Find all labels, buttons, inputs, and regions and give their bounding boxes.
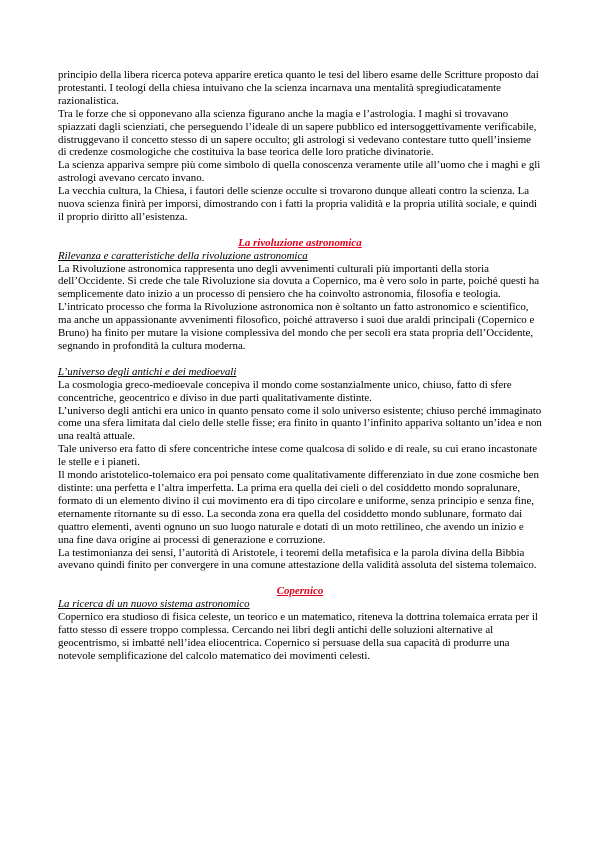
paragraph-universo-4: Il mondo aristotelico-tolemaico era poi pensato come qualitativamente differenziato in due zone cosmiche ben distinte: una perfetta e l’altra imperfetta. La prima era quella dei cieli o del cosiddetto mondo sopralunare, formato di un elemento divino il cui movimento era di tipo circolare e uniforme, senza principio e senza fine, eternamente ritornante su di esso. La seconda zona era quella del cosiddetto mondo sublunare, formato dai quattro elementi, aventi ognuno un suo luogo naturale e dotati di un moto rettilineo, che avendo un inizio e una fine dava origine ai processi di generazione e corruzione. <box>58 469 539 546</box>
paragraph-copernico-1: Copernico era studioso di fisica celeste, un teorico e un matematico, riteneva la dottrina tolemaica errata per il fatto stesso di essere troppo complessa. Cercando nei libri degli antichi delle soluzioni alternative al geocentrismo, si imbatté nell’idea eliocentrica. Copernico si persuase della sua capacità di produrre una notevole semplificazione del calcolo matematico dei movimenti celesti. <box>58 611 538 662</box>
paragraph-universo-5: La testimonianza dei sensi, l’autorità di Aristotele, i teoremi della metafisica e la parola divina della Bibbia avevano quindi finito per convergere in una comune attestazione della validità assoluta del sistema tolemaico. <box>58 546 537 572</box>
document-page <box>58 69 542 663</box>
intro-paragraph-1: principio della libera ricerca poteva apparire eretica quanto le tesi del libero esame delle Scritture proposto dai protestanti. I teologi della chiesa intuivano che la scienza incarnava una mentalità spregiudicatamente razionalistica. <box>58 69 539 107</box>
subheading-universo: L’universo degli antichi e dei medioevali <box>58 365 237 378</box>
paragraph-rilevanza-1: La Rivoluzione astronomica rappresenta uno degli avvenimenti culturali più importanti della storia dell’Occidente. Si crede che tale Rivoluzione sia dovuta a Copernico, ma è vero solo in parte, poiché questi ha semplicemente dato inizio a un processo di pensiero che ha coinvolto astronomia, filosofia e teologia. <box>58 262 540 301</box>
spacer <box>58 224 542 237</box>
subheading-ricerca: La ricerca di un nuovo sistema astronomico <box>58 598 250 611</box>
subheading-rilevanza: Rilevanza e caratteristiche della rivoluzione astronomica <box>58 249 308 262</box>
paragraph-universo-3: Tale universo era fatto di sfere concentriche intese come qualcosa di solido e di reale, su cui erano incastonate le stelle e i pianeti. <box>58 443 538 469</box>
section-title-copernico: Copernico <box>276 585 324 598</box>
paragraph-universo-1: La cosmologia greco-medioevale concepiva il mondo come sostanzialmente unico, chiuso, fatto di sfere concentriche, geocentrico e diviso in due parti qualitativamente distinte. <box>58 378 512 404</box>
section-title-rivoluzione: La rivoluzione astronomica <box>238 236 362 249</box>
intro-paragraph-2: Tra le forze che si opponevano alla scienza figurano anche la magia e l’astrologia. I maghi si trovavano spiazzati dagli scienziati, che perseguendo l’ideale di un sapere pubblico ed intersoggettivamente verificabile, distruggevano il concetto stesso di un sapere occulto; gli astrologi si vedevano contestare tutto quell’insieme di credenze cosmologiche che costituiva la base teorica delle loro pratiche divinatorie. <box>58 107 537 159</box>
spacer <box>58 572 542 585</box>
paragraph-universo-2: L’universo degli antichi era unico in quanto pensato come il solo universo esistente; chiuso perché immaginato come una sfera limitata dal cielo delle stelle fisse; era finito in quanto l’infinito appariva soltanto un’idea e non una realtà attuale. <box>58 404 542 443</box>
intro-paragraph-4: La vecchia cultura, la Chiesa, i fautori delle scienze occulte si trovarono dunque alleati contro la scienza. La nuova scienza finirà per imporsi, dimostrando con i fatti la propria validità e la propria utilità sociale, e quindi il proprio diritto all’esistenza. <box>58 185 538 223</box>
spacer <box>58 353 542 366</box>
paragraph-rilevanza-2: L’intricato processo che forma la Rivoluzione astronomica non è soltanto un fatto astronomico e scientifico, ma anche un appassionante avvenimenti filosofico, poiché attraverso i suoi due araldi principali (Copernico e Bruno) ha finito per mutare la visione complessiva del mondo che per secoli era stata propria dell’Occidente, segnando in profondità la cultura moderna. <box>58 301 535 353</box>
intro-paragraph-3: La scienza appariva sempre più come simbolo di quella conoscenza veramente utile all’uomo che i maghi e gli astrologi avevano cercato invano. <box>58 159 541 185</box>
